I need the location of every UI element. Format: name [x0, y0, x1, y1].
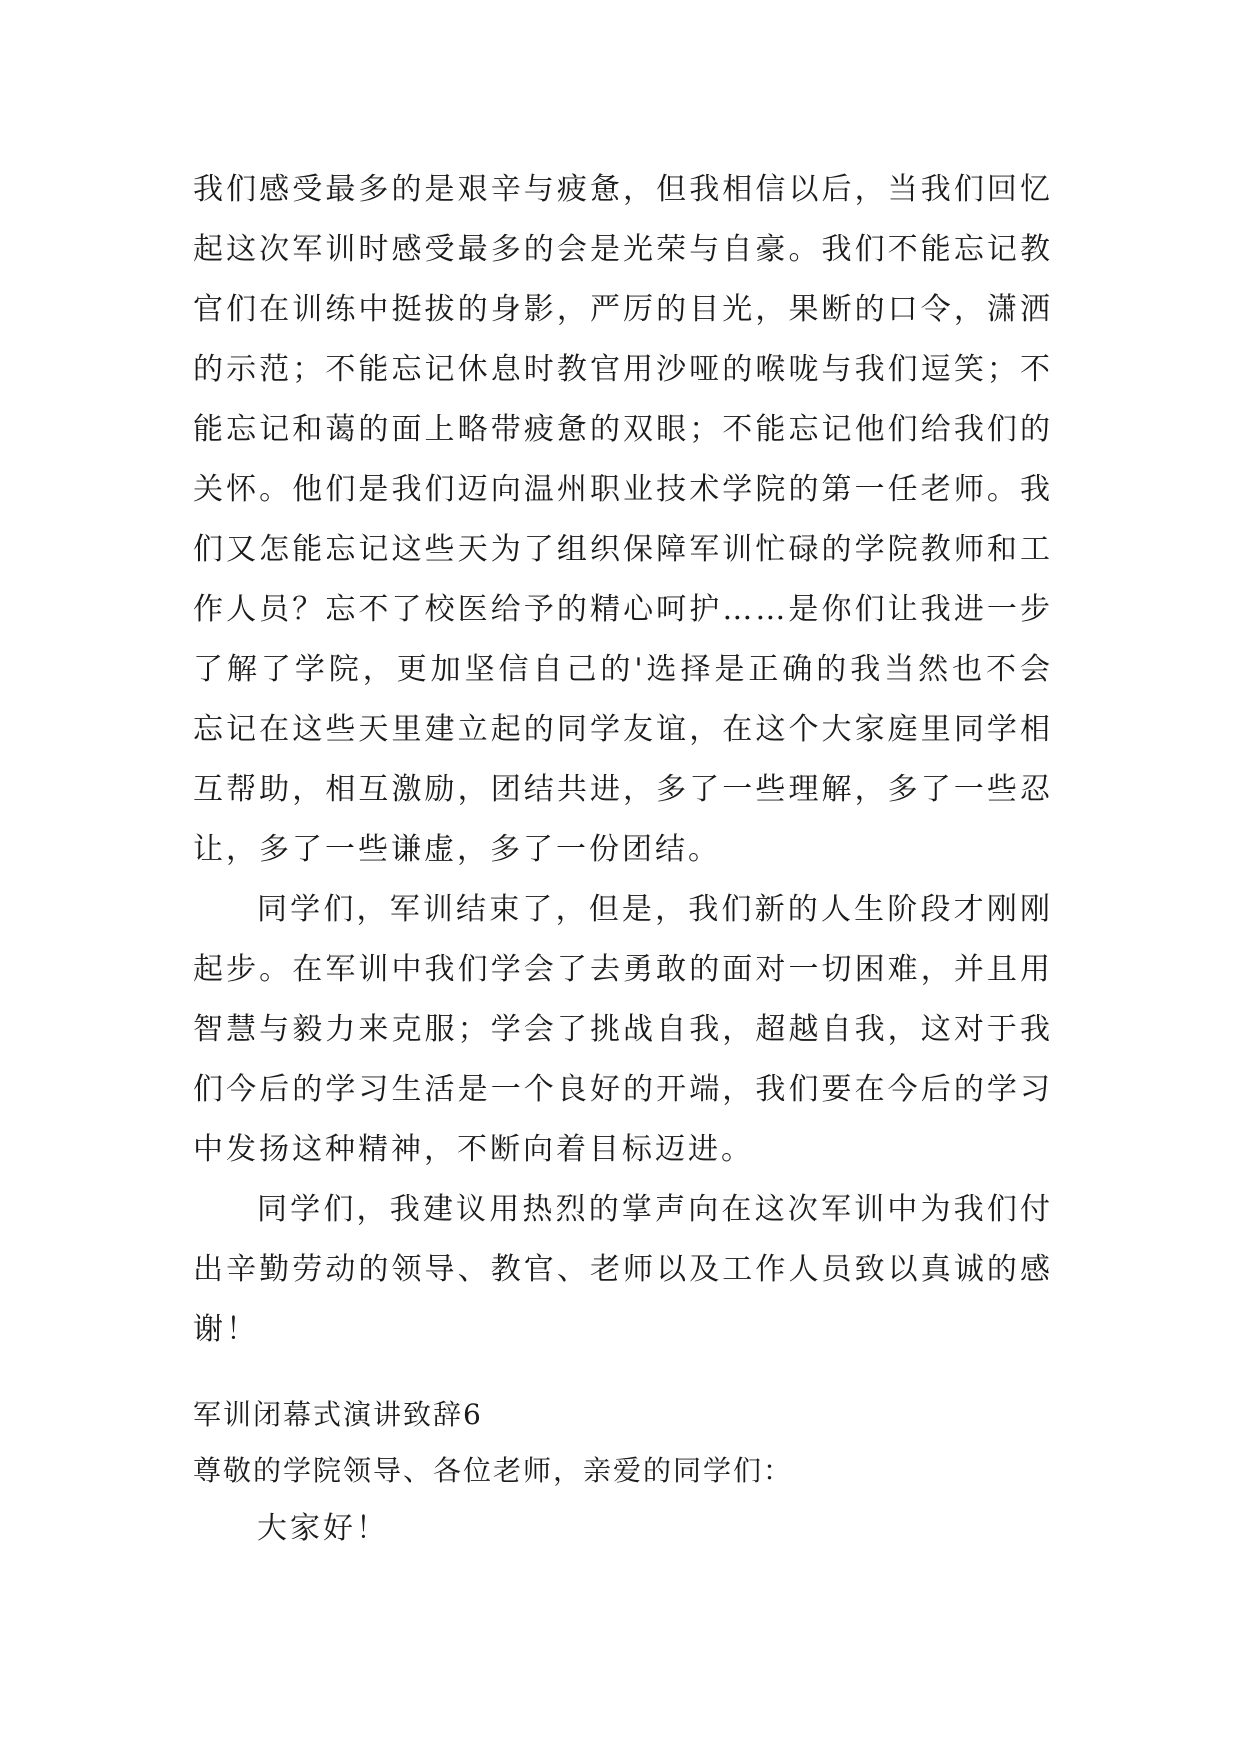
section-title: 军训闭幕式演讲致辞6	[193, 1398, 483, 1431]
paragraph-2: 同学们，军训结束了，但是，我们新的人生阶段才刚刚起步。在军训中我们学会了去勇敢的面对一切困难，并且用智慧与毅力来克服；学会了挑战自我，超越自我，这对于我们今后的学习生活是一个良好的开端，我们要在今后的学习中发扬这种精神，不断向着目标迈进。	[193, 892, 1053, 1167]
greeting: 大家好！	[257, 1511, 389, 1546]
paragraph-3: 同学们，我建议用热烈的掌声向在这次军训中为我们付出辛勤劳动的领导、教官、老师以及工作人员致以真诚的感谢！	[193, 1192, 1053, 1347]
salutation: 尊敬的学院领导、各位老师，亲爱的同学们：	[193, 1454, 794, 1487]
document-body	[193, 160, 1053, 1360]
next-speech-block	[193, 1387, 1053, 1559]
paragraph-1: 我们感受最多的是艰辛与疲惫，但我相信以后，当我们回忆起这次军训时感受最多的会是光荣与自豪。我们不能忘记教官们在训练中挺拔的身影，严厉的目光，果断的口令，潇洒的示范；不能忘记休息时教官用沙哑的喉咙与我们逗笑；不能忘记和蔼的面上略带疲惫的双眼；不能忘记他们给我们的关怀。他们是我们迈向温州职业技术学院的第一任老师。我们又怎能忘记这些天为了组织保障军训忙碌的学院教师和工作人员？忘不了校医给予的精心呵护……是你们让我进一步了解了学院，更加坚信自己的'选择是正确的我当然也不会忘记在这些天里建立起的同学友谊，在这个大家庭里同学相互帮助，相互激励，团结共进，多了一些理解，多了一些忍让，多了一些谦虚，多了一份团结。	[193, 172, 1053, 867]
